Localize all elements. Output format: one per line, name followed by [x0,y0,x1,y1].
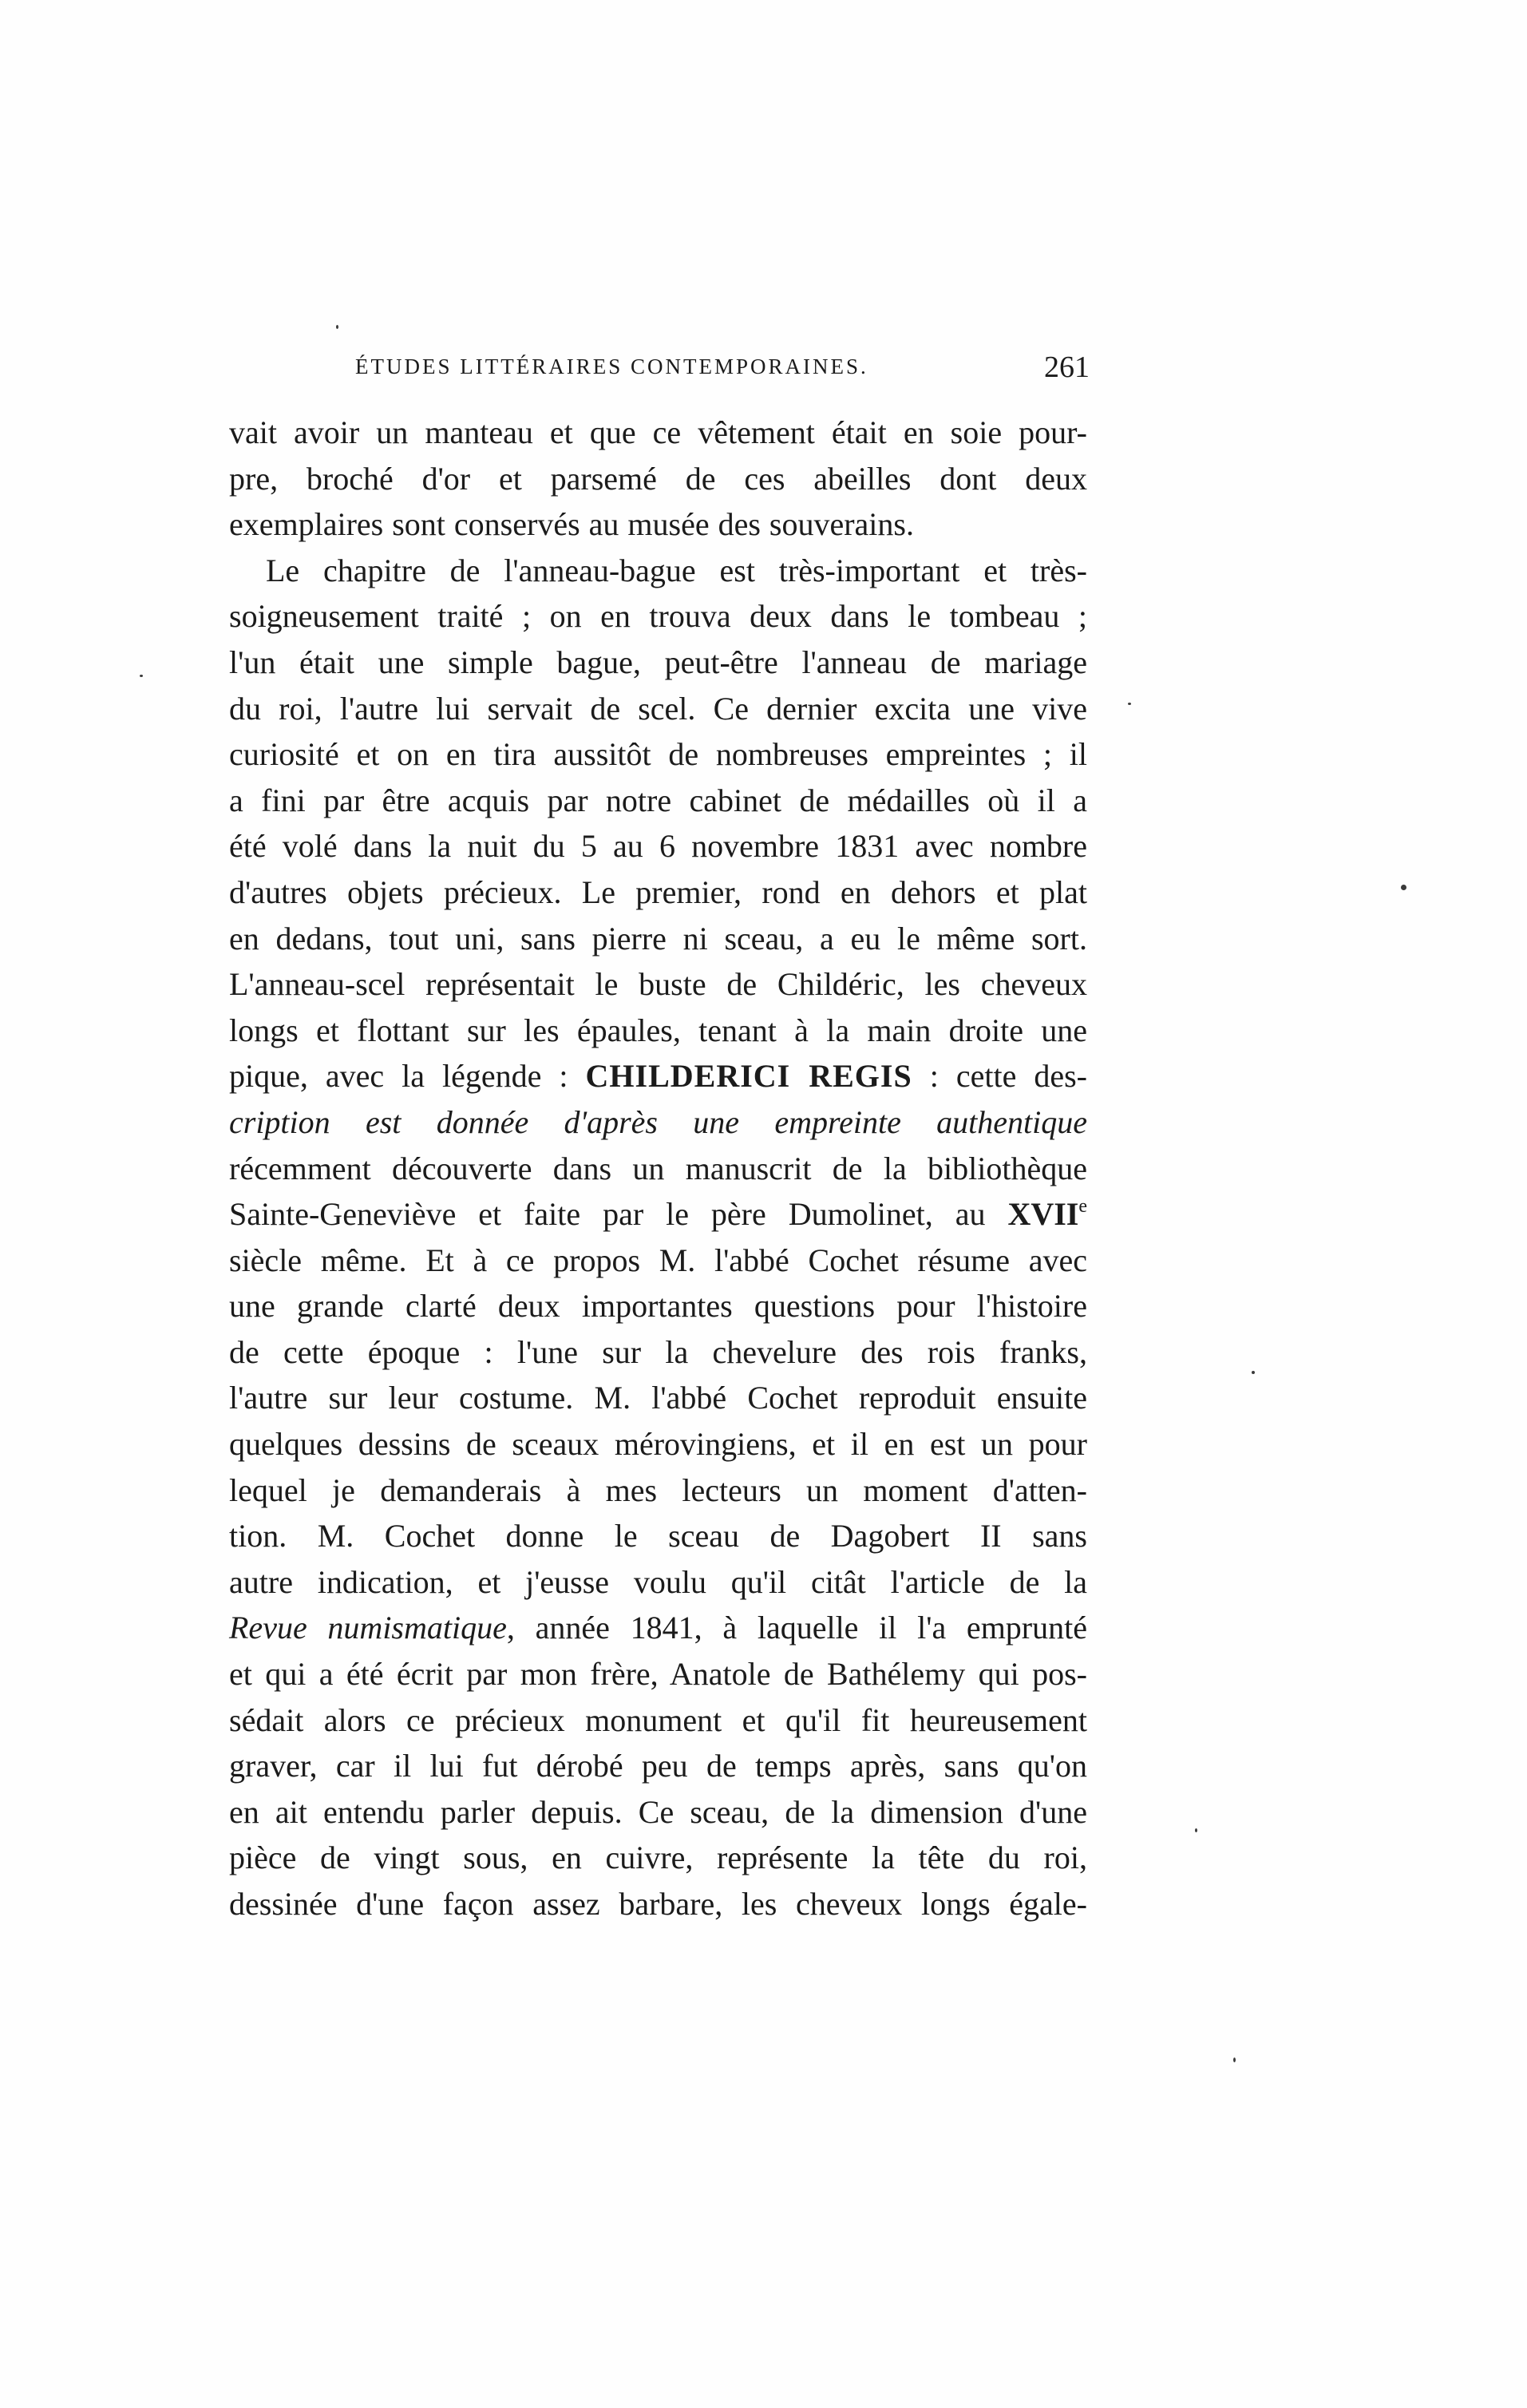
text-line: vait avoir un manteau et que ce vêtement était en soie pour- [229,414,1087,450]
body-text [229,410,1087,1927]
text-line-legend [229,1053,1087,1099]
print-speck [1252,1371,1255,1374]
text-line: lequel je demanderais à mes lecteurs un moment d'atten- [229,1471,1087,1508]
journal-title: Revue numismatique [229,1610,507,1646]
text-line: curiosité et on en tira aussitôt de nombreuses empreintes ; il [229,736,1087,773]
print-speck [336,325,338,329]
journal-citation: , année 1841, à laquelle il l'a emprunté [506,1610,1087,1646]
text-line-journal [229,1605,1087,1651]
text-line: une grande clarté deux importantes questions pour l'histoire [229,1288,1087,1325]
text-line-italic: cription est donnée d'après une empreinte authentique [229,1103,1087,1140]
running-title: ÉTUDES LITTÉRAIRES CONTEMPORAINES. [355,354,868,378]
text-line: pièce de vingt sous, en cuivre, représente la tête du roi, [229,1840,1087,1876]
running-head [355,351,1090,402]
text-line: exemplaires sont conservés au musée des souverains. [229,506,914,543]
text-line: autre indication, et j'eusse voulu qu'il citât l'article de la [229,1563,1087,1600]
legend-intro: pique, avec la légende : [229,1058,586,1095]
print-speck [1233,2057,1236,2062]
seal-legend: CHILDERICI REGIS [585,1058,912,1095]
text-line: graver, car il lui fut dérobé peu de temps après, sans qu'on [229,1748,1087,1784]
print-speck [1128,703,1131,705]
text-line: longs et flottant sur les épaules, tenant à la main droite une [229,1012,1087,1048]
paragraph-start-line: Le chapitre de l'anneau-bague est très-important et très- [266,552,1087,588]
text-line: tion. M. Cochet donne le sceau de Dagobert II sans [229,1518,1087,1555]
print-speck [140,675,143,677]
century-intro: Sainte-Geneviève et faite par le père Dumolinet, au [229,1196,1008,1233]
text-line: siècle même. Et à ce propos M. l'abbé Cochet résume avec [229,1242,1087,1278]
text-line: soigneusement traité ; on en trouva deux dans le tombeau ; [229,598,1087,635]
text-line: sédait alors ce précieux monument et qu'il fit heureusement [229,1701,1087,1738]
text-line: d'autres objets précieux. Le premier, rond en dehors et plat [229,873,1087,910]
text-line: L'anneau-scel représentait le buste de Childéric, les cheveux [229,966,1087,1003]
text-line: de cette époque : l'une sur la chevelure des rois franks, [229,1333,1087,1370]
text-line: l'autre sur leur costume. M. l'abbé Cochet reproduit ensuite [229,1380,1087,1416]
text-line: en dedans, tout uni, sans pierre ni sceau, a eu le même sort. [229,920,1087,956]
text-line: du roi, l'autre lui servait de scel. Ce dernier excita une vive [229,690,1087,727]
print-speck [1195,1828,1197,1832]
text-line-century [229,1191,1087,1238]
text-line: en ait entendu parler depuis. Ce sceau, de la dimension d'une [229,1793,1087,1830]
text-line: l'un était une simple bague, peut-être l'anneau de mariage [229,644,1087,680]
text-line: quelques dessins de sceaux mérovingiens, et il en est un pour [229,1426,1087,1463]
text-line: et qui a été écrit par mon frère, Anatole de Bathélemy qui pos- [229,1656,1087,1693]
page-number: 261 [1044,351,1090,384]
text-line: pre, broché d'or et parsemé de ces abeilles dont deux [229,460,1087,497]
print-speck [1401,885,1406,890]
century-superscript: e [1078,1196,1087,1218]
legend-outro: : cette des- [912,1058,1087,1095]
text-line: récemment découverte dans un manuscrit de la bibliothèque [229,1150,1087,1186]
century-numeral: XVII [1007,1196,1079,1233]
text-line: a fini par être acquis par notre cabinet de médailles où il a [229,782,1087,818]
text-line: été volé dans la nuit du 5 au 6 novembre 1831 avec nombre [229,828,1087,865]
text-line: dessinée d'une façon assez barbare, les cheveux longs égale- [229,1886,1087,1922]
